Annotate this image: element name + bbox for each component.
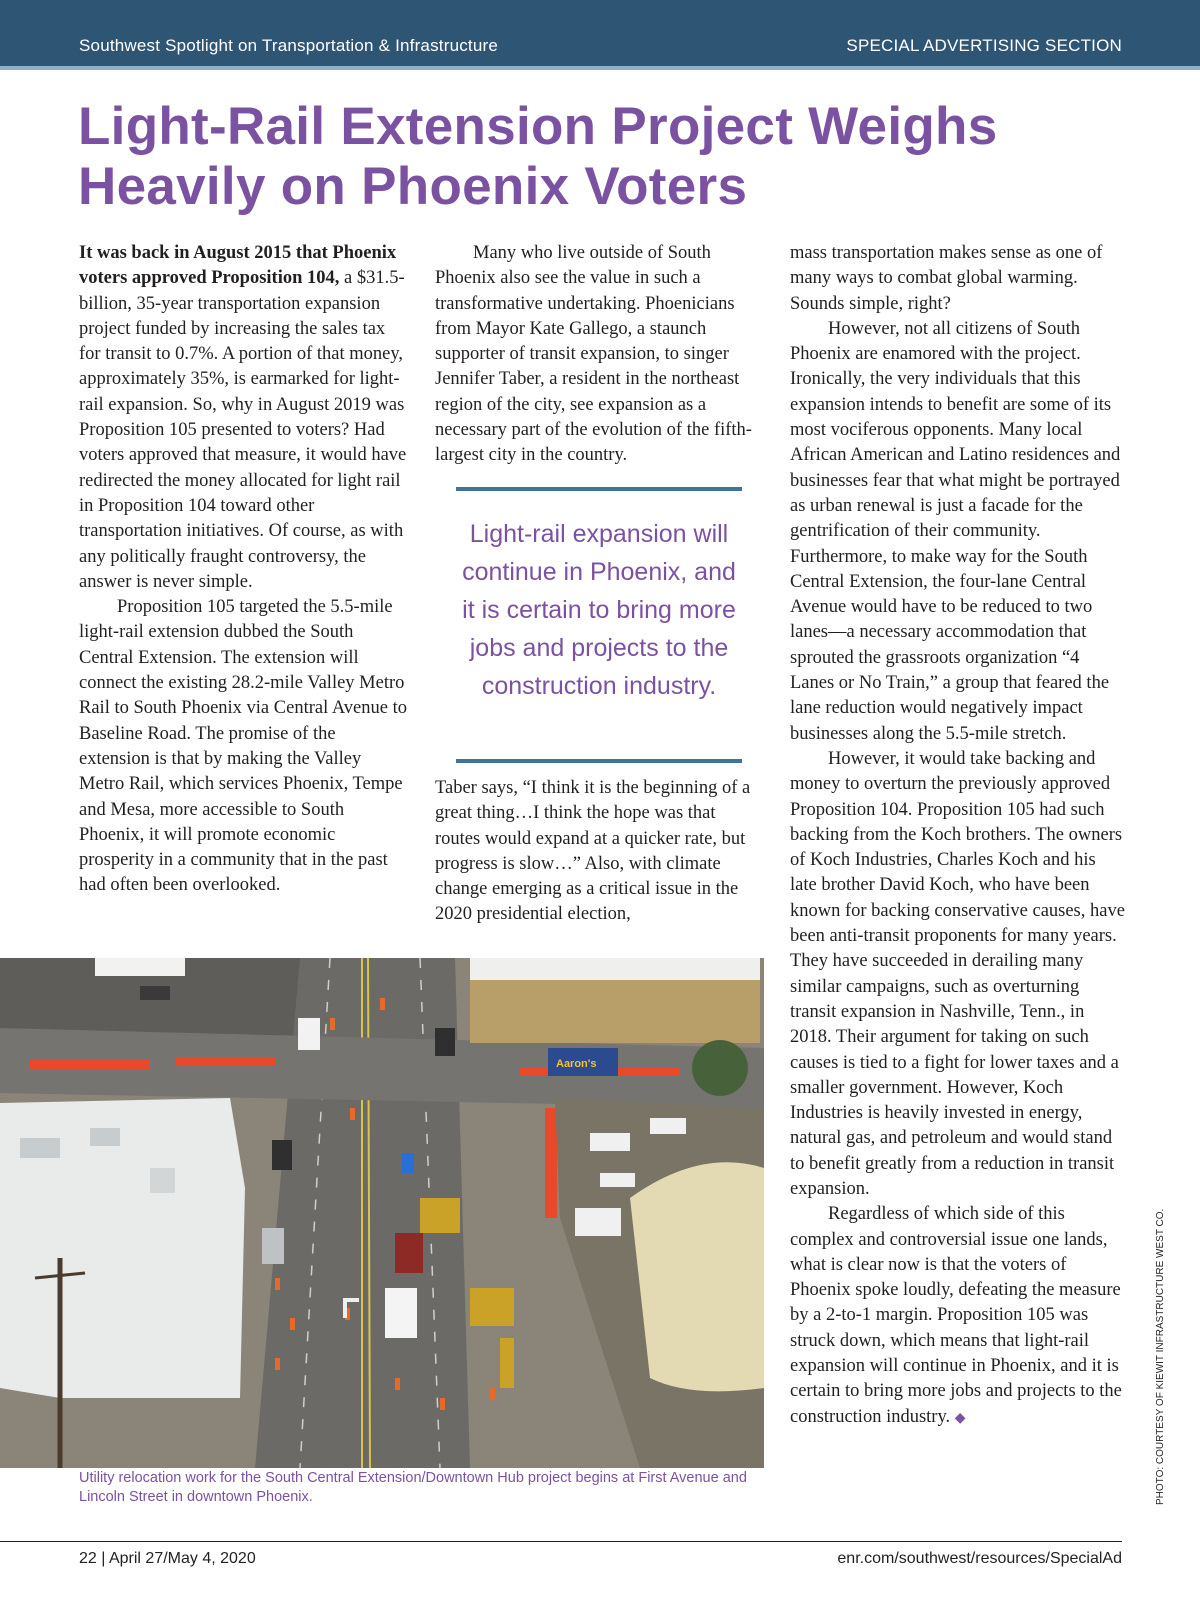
aerial-photo-illustration [0, 958, 764, 1468]
article-paragraph: mass transportation makes sense as one of many ways to combat global warming. Sounds simple, right? [790, 243, 1103, 314]
closing-paragraph-text: Regardless of which side of this complex and controversial issue one lands, what is clear now is that the voters of Phoenix spoke loudly, defeating the measure by a 2-to-1 margin. Proposition 105 was struck down, which means that light-rail expansion will continue in Phoenix, and it is certain to bring more jobs and projects to the construction industry. [790, 1204, 1122, 1427]
article-column-2-top [435, 241, 755, 469]
photo-caption: Utility relocation work for the South Central Extension/Downtown Hub project begins at First Avenue and Lincoln Street in downtown Phoenix. [79, 1470, 747, 1505]
article-column-3 [790, 241, 1125, 1431]
article-paragraph: Many who live outside of South Phoenix also see the value in such a transformative undertaking. Phoenicians from Mayor Kate Gallego, a staunch supporter of transit expansion, to singer Jennifer Taber, a resident in the northeast region of the city, see expansion as a necessary part of the evolution of the fifth-largest city in the country. [435, 243, 752, 466]
lead-paragraph-text: a $31.5-billion, 35-year transportation expansion project funded by increasing the sales tax for transit to 0.7%. A portion of that money, approximately 35%, is earmarked for light-rail expansion. So, why in August 2019 was Proposition 105 presented to voters? Had voters approved that measure, it would have redirected the money allocated for light rail in Proposition 104 toward other transportation initiatives. Of course, as with any politically fraught controversy, the answer is never simple. [79, 268, 407, 592]
page-folio: 22 | April 27/May 4, 2020 [79, 1550, 256, 1567]
footer-rule [0, 1541, 1122, 1542]
end-mark-icon: ◆ [954, 1410, 966, 1426]
truck-sign: Aaron's [556, 1058, 597, 1070]
article-paragraph: Taber says, “I think it is the beginning of a great thing…I think the hope was that routes would expand at a quicker rate, but progress is slow…” Also, with climate change emerging as a critical issue in the 2020 presidential election, [435, 778, 751, 925]
article-paragraph [790, 1202, 1125, 1431]
construction-site-photo [0, 958, 764, 1468]
article-paragraph: However, it would take backing and money to overturn the previously approved Proposition 104. Proposition 105 had such backing from the Koch brothers. The owners of Koch Industries, Charles Koch and his late brother David Koch, who have been known for backing conservative causes, have been anti-transit proponents for many years. They have succeeded in derailing many similar campaigns, such as overturning transit expansion in Nashville, Tenn., in 2018. Their argument for taking on such causes is tied to a fight for lower taxes and a smaller government. However, Koch Industries is heavily invested in energy, natural gas, and petroleum and would stand to benefit greatly from a reduction in transit expansion. [790, 748, 1125, 1199]
header-bar [0, 0, 1200, 70]
section-label: SPECIAL ADVERTISING SECTION [846, 36, 1122, 55]
footer-url: enr.com/southwest/resources/SpecialAd [837, 1550, 1122, 1567]
section-title: Southwest Spotlight on Transportation & Infrastructure [79, 36, 499, 55]
pull-quote-text: Light-rail expansion will continue in Phoenix, and it is certain to bring more jobs and projects to the construction industry. [462, 520, 736, 700]
article-paragraph: Proposition 105 targeted the 5.5-mile light-rail extension dubbed the South Central Extension. The extension will connect the existing 28.2-mile Valley Metro Rail to South Phoenix via Central Avenue to Baseline Road. The promise of the extension is that by making the Valley Metro Rail, which services Phoenix, Tempe and Mesa, more accessible to South Phoenix, it will promote economic prosperity in a community that in the past had often been overlooked. [79, 597, 407, 896]
article-column-1 [79, 241, 409, 899]
article-paragraph [79, 241, 409, 595]
pull-quote [456, 487, 742, 763]
page-title: Light-Rail Extension Project Weighs Heavily on Phoenix Voters [78, 97, 998, 216]
article-paragraph: However, not all citizens of South Phoenix are enamored with the project. Ironically, the very individuals that this expansion intends to benefit are some of its most vociferous opponents. Many local African American and Latino residences and businesses fear that what might be portrayed as urban renewal is just a facade for the gentrification of their community. Furthermore, to make way for the South Central Extension, the four-lane Central Avenue would have to be reduced to two lanes—a necessary accommodation that sprouted the grassroots organization “4 Lanes or No Train,” a group that feared the lane reduction would negatively impact businesses along the 5.5-mile stretch. [790, 318, 1121, 744]
photo-credit: PHOTO: COURTESY OF KIEWIT INFRASTRUCTURE WEST CO. [1155, 1208, 1166, 1505]
article-column-2-bottom [435, 776, 755, 928]
lead-in: It was back in August 2015 that Phoenix voters approved Proposition 104, [79, 243, 397, 289]
